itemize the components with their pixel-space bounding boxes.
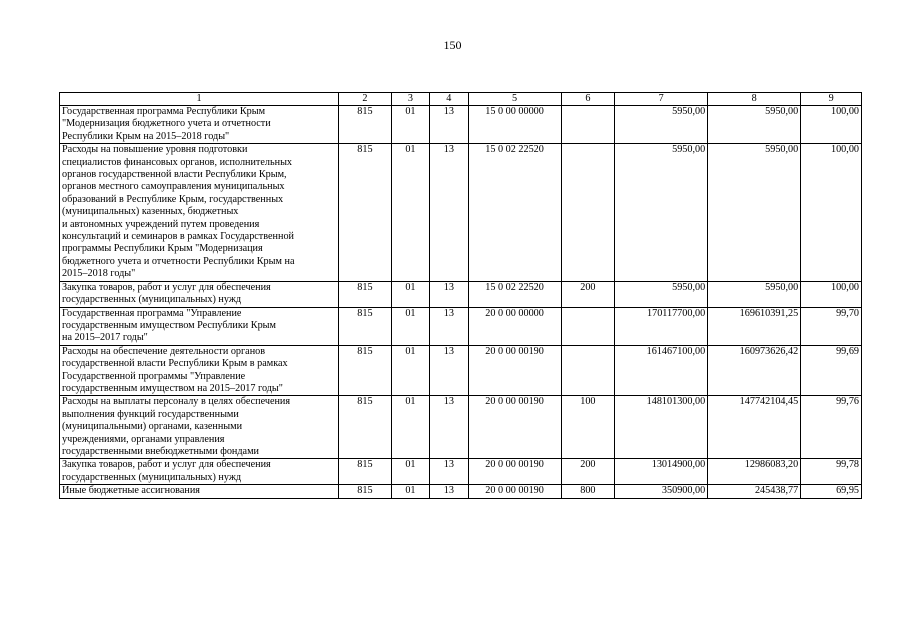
table-row (60, 345, 862, 396)
row-fact: 147742104,45 (708, 396, 801, 459)
row-grbs: 815 (339, 307, 392, 345)
page-number: 150 (443, 38, 462, 52)
row-percent: 69,95 (801, 485, 862, 498)
column-header: 5 (468, 93, 561, 106)
header-row (60, 93, 862, 106)
row-expense-type (561, 106, 615, 144)
row-grbs: 815 (339, 485, 392, 498)
row-name: Государственная программа "Управление государственным имуществом Республики Крым на 2015–2017 годы" (60, 307, 339, 345)
row-expense-type (561, 345, 615, 396)
row-section: 01 (391, 345, 429, 396)
row-target-article: 20 0 00 00190 (468, 396, 561, 459)
row-section: 01 (391, 459, 429, 485)
row-expense-type (561, 307, 615, 345)
row-percent: 100,00 (801, 281, 862, 307)
row-target-article: 20 0 00 00190 (468, 345, 561, 396)
row-subsection: 13 (430, 106, 468, 144)
column-header: 9 (801, 93, 862, 106)
row-expense-type: 200 (561, 281, 615, 307)
row-plan: 350900,00 (615, 485, 708, 498)
table-row (60, 307, 862, 345)
row-name: Государственная программа Республики Крым "Модернизация бюджетного учета и отчетности Республики Крым на 2015–2018 годы" (60, 106, 339, 144)
row-plan: 13014900,00 (615, 459, 708, 485)
row-name: Расходы на повышение уровня подготовки специалистов финансовых органов, исполнительных органов государственной власти Республики Крым, органов местного самоуправления муниципальных образований в Республике Крым, государственных (муниципальных) казенных, бюджетных и автономных учреждений путем проведения консультаций и семинаров в рамках Государственной программы Республики Крым "Модернизация бюджетного учета и отчетности Республики Крым на 2015–2018 годы" (60, 144, 339, 281)
row-plan: 5950,00 (615, 106, 708, 144)
row-name: Расходы на обеспечение деятельности органов государственной власти Республики Крым в рамках Государственной программы "Управление государственным имуществом на 2015–2017 годы" (60, 345, 339, 396)
row-name: Иные бюджетные ассигнования (60, 485, 339, 498)
table-row (60, 396, 862, 459)
row-section: 01 (391, 144, 429, 281)
column-header: 2 (339, 93, 392, 106)
row-name: Закупка товаров, работ и услуг для обеспечения государственных (муниципальных) нужд (60, 459, 339, 485)
row-plan: 148101300,00 (615, 396, 708, 459)
row-percent: 99,76 (801, 396, 862, 459)
row-plan: 5950,00 (615, 281, 708, 307)
table-row (60, 459, 862, 485)
row-section: 01 (391, 281, 429, 307)
row-subsection: 13 (430, 307, 468, 345)
row-plan: 5950,00 (615, 144, 708, 281)
row-target-article: 20 0 00 00190 (468, 459, 561, 485)
row-grbs: 815 (339, 345, 392, 396)
table-row (60, 281, 862, 307)
row-percent: 99,69 (801, 345, 862, 396)
row-fact: 245438,77 (708, 485, 801, 498)
row-subsection: 13 (430, 144, 468, 281)
row-subsection: 13 (430, 485, 468, 498)
column-header: 3 (391, 93, 429, 106)
row-subsection: 13 (430, 459, 468, 485)
row-fact: 5950,00 (708, 144, 801, 281)
row-expense-type: 100 (561, 396, 615, 459)
table-row (60, 106, 862, 144)
row-name: Закупка товаров, работ и услуг для обеспечения государственных (муниципальных) нужд (60, 281, 339, 307)
row-percent: 99,78 (801, 459, 862, 485)
row-section: 01 (391, 307, 429, 345)
row-expense-type (561, 144, 615, 281)
row-fact: 5950,00 (708, 281, 801, 307)
row-grbs: 815 (339, 281, 392, 307)
row-fact: 12986083,20 (708, 459, 801, 485)
column-header: 6 (561, 93, 615, 106)
column-header: 4 (430, 93, 468, 106)
row-subsection: 13 (430, 345, 468, 396)
row-expense-type: 800 (561, 485, 615, 498)
column-header: 8 (708, 93, 801, 106)
row-subsection: 13 (430, 396, 468, 459)
row-target-article: 15 0 00 00000 (468, 106, 561, 144)
row-section: 01 (391, 485, 429, 498)
row-target-article: 15 0 02 22520 (468, 281, 561, 307)
row-subsection: 13 (430, 281, 468, 307)
table-row (60, 144, 862, 281)
row-percent: 99,70 (801, 307, 862, 345)
row-expense-type: 200 (561, 459, 615, 485)
row-fact: 160973626,42 (708, 345, 801, 396)
row-percent: 100,00 (801, 106, 862, 144)
row-grbs: 815 (339, 459, 392, 485)
row-name: Расходы на выплаты персоналу в целях обеспечения выполнения функций государственными (муниципальными) органами, казенными учреждениями, органами управления государственными внебюджетными фондами (60, 396, 339, 459)
row-grbs: 815 (339, 106, 392, 144)
row-plan: 170117700,00 (615, 307, 708, 345)
row-plan: 161467100,00 (615, 345, 708, 396)
row-target-article: 20 0 00 00000 (468, 307, 561, 345)
budget-table (59, 92, 862, 499)
row-fact: 5950,00 (708, 106, 801, 144)
row-percent: 100,00 (801, 144, 862, 281)
column-header: 1 (60, 93, 339, 106)
row-target-article: 15 0 02 22520 (468, 144, 561, 281)
column-header: 7 (615, 93, 708, 106)
row-grbs: 815 (339, 396, 392, 459)
row-section: 01 (391, 396, 429, 459)
row-fact: 169610391,25 (708, 307, 801, 345)
row-grbs: 815 (339, 144, 392, 281)
row-target-article: 20 0 00 00190 (468, 485, 561, 498)
table-row (60, 485, 862, 498)
row-section: 01 (391, 106, 429, 144)
